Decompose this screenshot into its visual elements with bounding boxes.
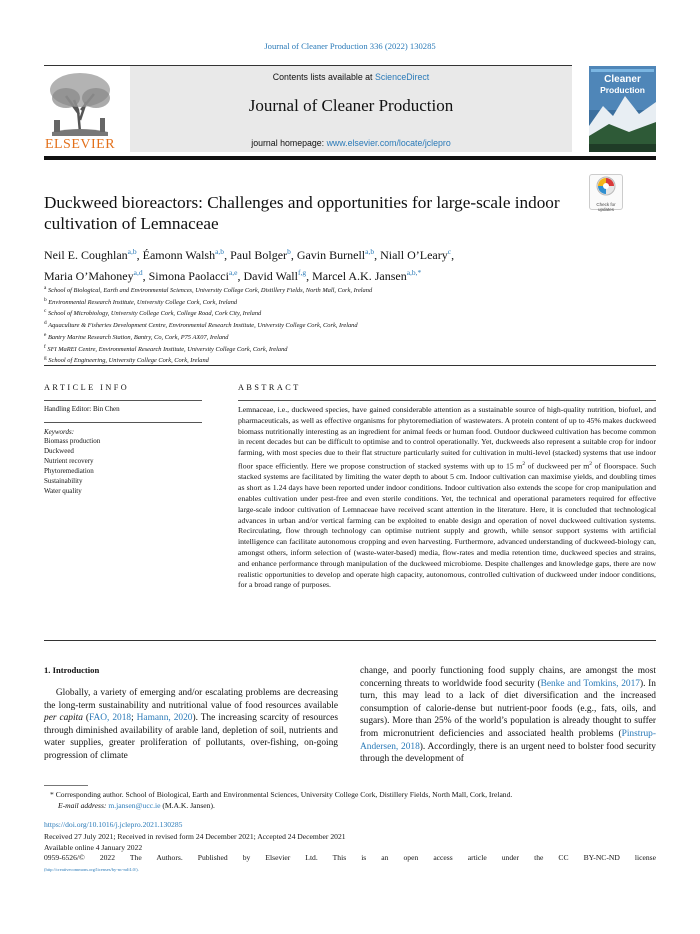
affiliation-item	[44, 319, 644, 331]
affiliation-text: SFI MaREI Centre, Environmental Research Institute, University College Cork, Cork, Ireland	[47, 345, 288, 353]
author-name[interactable]: Simona Paolacci	[148, 269, 229, 283]
crossmark-label: Check for updates	[596, 202, 616, 212]
author-affil-marker[interactable]: a,b	[365, 247, 375, 256]
body-text: change, and poorly functioning food supply chains, are amongst the most concerning threats to worldwide food security (	[360, 666, 656, 689]
check-for-updates-button[interactable]	[589, 174, 623, 210]
article-info-heading: ARTICLE INFO	[44, 383, 130, 392]
corresponding-line: * Corresponding author. School of Biological, Earth and Environmental Sciences, University College Cork, Distillery Fields, North Mall, Cork, Ireland.	[50, 790, 513, 799]
corresponding-author-note	[44, 789, 656, 811]
journal-citation[interactable]: Journal of Cleaner Production 336 (2022) 130285	[264, 41, 436, 51]
abstract-part: of duckweed per m	[525, 461, 590, 471]
keyword-item: Sustainability	[44, 476, 83, 485]
journal-title: Journal of Cleaner Production	[248, 96, 454, 115]
affiliation-item	[44, 296, 644, 308]
keyword-list	[44, 437, 100, 496]
affiliation-text: School of Engineering, University College Cork, Cork, Ireland	[48, 357, 209, 365]
keyword-item: Biomass production	[44, 437, 101, 445]
received-dates: Received 27 July 2021; Received in revised form 24 December 2021; Accepted 24 December 2021	[44, 832, 346, 841]
section-divider	[44, 365, 656, 366]
body-text: ). The increasing scarcity of resources through diminished availability of arable land, depletion of soil, nutrients and water supplies, greater proliferation of pollutants, over-fishing, on-going progression of climate	[44, 713, 338, 761]
affiliation-marker: a	[44, 285, 47, 291]
author-name[interactable]: Neil E. Coughlan	[44, 248, 128, 262]
corresponding-text: Corresponding author. School of Biological, Earth and Environmental Sciences, University College Cork, Distillery Fields, North Mall, Cork, Ireland.	[55, 790, 513, 799]
body-column-left	[44, 687, 338, 763]
keyword-item: Duckweed	[44, 446, 74, 455]
affiliation-item	[44, 284, 644, 296]
author-name[interactable]: Marcel A.K. Jansen	[312, 269, 407, 283]
author-separator: ,	[224, 248, 231, 262]
affiliation-marker: d	[44, 320, 47, 327]
author-separator: ,	[451, 248, 455, 262]
body-column-right	[360, 665, 656, 766]
keywords-label: Keywords:	[44, 428, 75, 436]
body-text: ). Accordingly, there is an urgent need to bolster food security through the development of	[360, 741, 656, 765]
author-name[interactable]: Maria O’Mahoney	[44, 269, 134, 283]
abstract-text	[238, 405, 656, 591]
body-text: Globally, a variety of emerging and/or escalating problems are decreasing the long-term sustainability and nutritional value of food resources available	[44, 688, 339, 711]
author-affil-marker[interactable]: c	[447, 247, 452, 256]
author-affil-marker[interactable]: a,b,*	[406, 268, 422, 277]
affiliation-text: Aquaculture & Fisheries Development Centre, Environmental Research Institute, University College Cork, Cork, Ireland	[48, 322, 358, 330]
affiliation-marker: g	[44, 355, 47, 362]
journal-homepage	[130, 138, 572, 148]
affiliation-item	[44, 343, 644, 355]
article-info-rule	[44, 400, 202, 401]
author-name[interactable]: Éamonn Walsh	[142, 248, 216, 262]
abstract-part: of floorspace. Such stacked systems are facilitated by limiting the water depth to about 5 cm. Indoor cultivation can maximise yields, and doubling times as short as 1.24 days have been reported under indoor conditions. Indoor cultivation also extends the scope for crop manipulation and enables cultivation under pest-free and even sterile conditions. Yet, the technical and operational parameters required for effective large-scale indoor cultivation of Lemnaceae have received scant attention in the literature. Here, it is concluded that technological advances in urban and/or vertical farming can be exploited to enable design and operation of novel duckweed cultivation systems. Recirculating, flow through technology can optimise nutrient supply and growth, while sensor support systems with artificial intelligence can facilitate autonomous cropping and even harvesting. Furthermore, advanced understanding of duckweed-biology can, amongst others, inform selection of (waste-water-based) media, flow-rates and media retention time, duckweed species and strains, and enhance performance through manipulation of the duckweed microbiome. Despite challenges and knowledge gaps, there are now realistic opportunities to develop and operate high capacity, autonomous, controlled cultivation of duckweed under indoor conditions, for a broad range of purposes.	[238, 461, 656, 590]
license-link[interactable]: (http://creativecommons.org/licenses/by-nc-nd/4.0/).	[44, 867, 139, 872]
author-list	[44, 243, 644, 285]
author-separator: ,	[290, 248, 297, 262]
superscript: 2	[522, 460, 526, 467]
abstract-rule	[238, 400, 656, 401]
cover-title-2: Production	[600, 85, 645, 95]
body-text-italic: per capita	[44, 713, 83, 724]
affiliation-marker: f	[44, 343, 46, 350]
introduction-heading: 1. Introduction	[44, 665, 100, 675]
header-thick-rule	[44, 156, 656, 160]
abstract-heading: ABSTRACT	[238, 383, 301, 392]
affiliation-marker: c	[44, 308, 47, 315]
affiliation-marker: e	[44, 331, 47, 338]
email-line	[44, 800, 656, 811]
body-text: ;	[131, 713, 137, 724]
homepage-link[interactable]: www.elsevier.com/locate/jclepro	[326, 138, 451, 148]
keyword-item: Phytoremediation	[44, 466, 94, 475]
affiliation-item	[44, 307, 644, 319]
author-affil-marker[interactable]: f,g	[297, 268, 307, 277]
journal-cover-image[interactable]	[589, 66, 656, 152]
author-name[interactable]: Niall O’Leary	[380, 248, 448, 262]
sciencedirect-link[interactable]: ScienceDirect	[374, 72, 430, 82]
homepage-prefix: journal homepage:	[251, 138, 327, 148]
footnote-rule	[44, 785, 88, 786]
body-text: (	[82, 713, 89, 724]
author-affil-marker[interactable]: a,e	[228, 268, 238, 277]
abstract-part: Lemnaceae, i.e., duckweed species, have gained considerable attention as a sustainable source of high-quality nutrition, biofuel, and pharmaceuticals, as well as effective organisms for phytoremediation of wastewaters. A protein content of up to 45% makes duckweed biomass nutritionally interesting as an ingredient for animal feeds or human food. Outdoor duckweed cultivation has become common in recent decades but can be difficult to optimise and to control operationally. Yet, duckweeds also represent a suitable crop for indoor farming, with most species due to their flat structure particularly suited for cultivation in multi-level (stacked) systems that use indoor floor space efficiently. Here we propose construction of stacked systems with up to 15 m	[238, 405, 656, 471]
crossmark-icon	[590, 175, 622, 197]
article-info-rule	[44, 422, 202, 423]
article-dates	[44, 831, 656, 853]
affiliation-text: School of Microbiology, University College Cork, College Road, Cork City, Ireland	[47, 310, 262, 318]
reference-link[interactable]: FAO, 2018	[88, 713, 132, 724]
author-affil-marker[interactable]: a,b	[215, 247, 225, 256]
section-divider	[44, 640, 656, 641]
article-title: Duckweed bioreactors: Challenges and opportunities for large-scale indoor cultivation of Lemnaceae	[44, 193, 560, 233]
author-name[interactable]: Paul Bolger	[230, 248, 288, 262]
affiliation-item	[44, 331, 644, 343]
reference-link[interactable]: Pinstrup-Andersen, 2018	[360, 728, 656, 752]
author-name[interactable]: David Wall	[243, 269, 298, 283]
email-suffix: (M.A.K. Jansen).	[160, 801, 215, 810]
affiliation-marker: b	[44, 296, 47, 303]
keyword-item: Nutrient recovery	[44, 456, 94, 465]
handling-editor: Handling Editor: Bin Chen	[44, 405, 120, 413]
author-affil-marker[interactable]: a,d	[133, 268, 143, 277]
affiliation-text: Environmental Research Institute, University College Cork, Cork, Ireland	[48, 298, 238, 306]
author-affil-marker[interactable]: b	[287, 247, 291, 256]
body-text: ). In turn, this may lead to a lack of diet diversification and the increased consumption of calorie-dense but nutrient-poor foods (e.g., fats, oils, and sugars). More than 25% of the world’s population is already thought to suffer from micronutrient deficiencies and associated health problems (	[360, 678, 656, 739]
contents-prefix: Contents lists available at	[272, 72, 375, 82]
reference-link[interactable]: Benke and Tomkins, 2017	[540, 678, 640, 689]
cover-title-1: Cleaner	[604, 74, 641, 85]
author-separator: ,	[136, 248, 143, 262]
affiliation-text: School of Biological, Earth and Environmental Sciences, University College Cork, Distillery Fields, North Mall, Cork, Ireland	[47, 287, 373, 295]
contents-line	[130, 72, 572, 82]
email-label: E-mail address:	[58, 801, 109, 810]
email-link[interactable]: m.jansen@ucc.ie	[108, 801, 161, 810]
author-separator: ,	[142, 269, 149, 283]
author-separator: ,	[306, 269, 313, 283]
elsevier-wordmark: ELSEVIER	[44, 137, 116, 152]
author-affil-marker[interactable]: a,b	[127, 247, 137, 256]
doi-link[interactable]: https://doi.org/10.1016/j.jclepro.2021.130285	[44, 820, 183, 829]
available-online: Available online 4 January 2022	[44, 843, 143, 852]
affiliation-list	[44, 284, 644, 366]
affiliation-text: Bantry Marine Research Station, Bantry, Co, Cork, P75 AX07, Ireland	[47, 334, 229, 341]
reference-link[interactable]: Hamann, 2020	[136, 713, 193, 724]
author-separator: ,	[374, 248, 381, 262]
superscript: 2	[589, 460, 593, 467]
elsevier-logo[interactable]	[44, 70, 116, 152]
author-name[interactable]: Gavin Burnell	[296, 248, 366, 262]
license-statement: 0959-6526/© 2022 The Authors. Published by Elsevier Ltd. This is an open access article under the CC BY-NC-ND license	[44, 853, 656, 862]
keyword-item: Water quality	[44, 486, 82, 495]
author-separator: ,	[237, 269, 244, 283]
